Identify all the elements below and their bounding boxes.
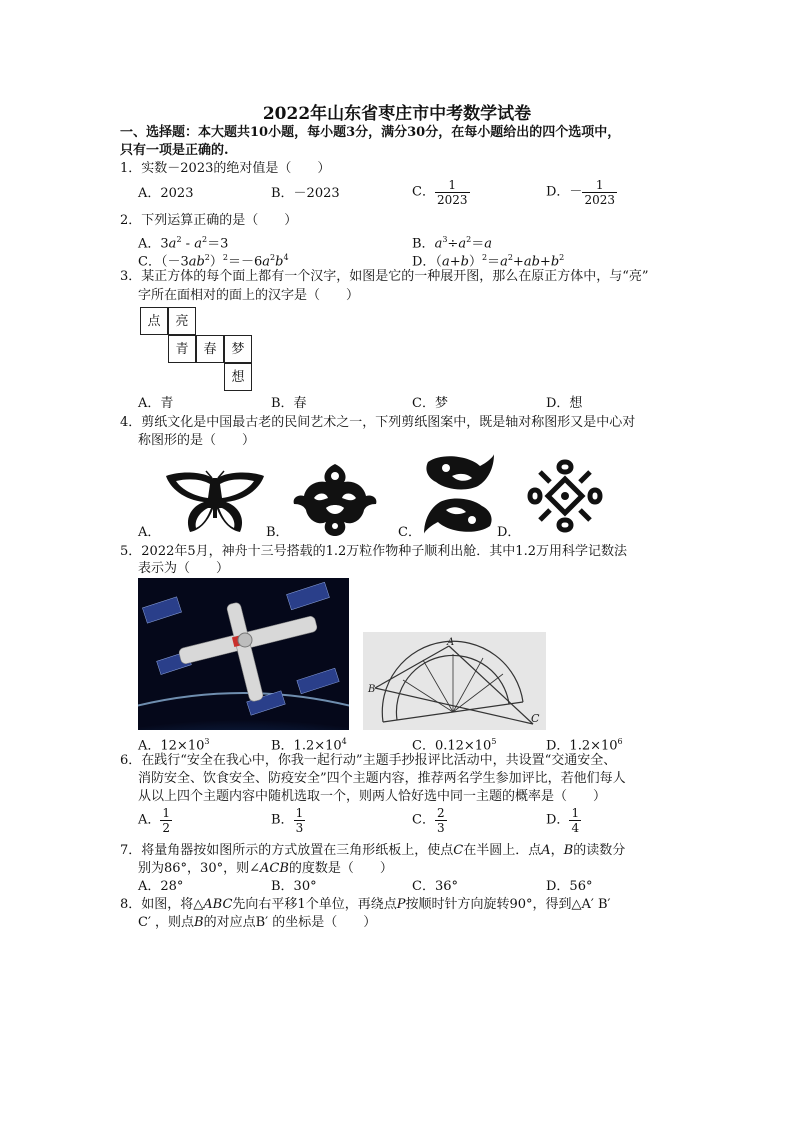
protractor-drawing	[363, 632, 546, 730]
q7-stem-line2: 别为86°，30°，则∠ACB的度数是（ ）	[138, 861, 393, 876]
section-heading-line1: 一、选择题：本大题共10小题，每小题3分，满分30分，在每小题给出的四个选项中，	[120, 125, 621, 140]
q5-option-c: C．$0.12\times 10^5$	[412, 737, 497, 754]
q8-stem-line2: C′ ，则点B的对应点B′ 的坐标是（ ）	[138, 915, 377, 930]
q4-option-d: D．	[497, 525, 521, 540]
net-cell-4: 春	[196, 335, 224, 363]
q2-option-c: C．$(-3ab^2)^2=-6a^2b^4$	[138, 253, 289, 270]
q1-d-numerator: 1	[582, 178, 617, 193]
q1-option-a: A．2023	[138, 186, 194, 201]
q5-option-b: B．$1.2\times 10^4$	[271, 737, 347, 754]
q5-stem-line2: 表示为（ ）	[138, 561, 230, 576]
q1-d-denominator: 2023	[584, 193, 615, 207]
q2-stem: 2．下列运算正确的是（ ）	[120, 213, 298, 228]
q3-stem-line1: 3．某正方体的每个面上都有一个汉字，如图是它的一种展开图，那么在原正方体中，与“亮”	[120, 269, 649, 284]
net-cell-5: 梦	[224, 335, 252, 363]
net-cell-1: 点	[140, 307, 168, 335]
q6-option-d: D． $\frac{1}{4}$	[546, 806, 580, 835]
q2-option-a: A．$3a^2 - a^2=3$	[138, 235, 229, 252]
q1-c-denominator: 2023	[436, 193, 468, 207]
q4-stem-line1: 4．剪纸文化是中国最古老的民间艺术之一，下列剪纸图案中，既是轴对称图形又是中心对	[120, 415, 636, 430]
page-title: 2022年山东省枣庄市中考数学试卷	[262, 104, 532, 124]
q1-stem: 1．实数－2023的绝对值是（ ）	[120, 161, 331, 176]
protractor-label-b: B	[368, 684, 376, 695]
q1-option-d: D．－ $\frac{1}{2023}$	[546, 178, 615, 207]
q7-option-b: B．30°	[271, 879, 317, 894]
q6-stem-line3: 从以上四个主题内容中随机选取一个，则两人恰好选中同一主题的概率是（ ）	[138, 789, 607, 804]
q5-option-d: D．$1.2\times 10^6$	[546, 737, 623, 754]
q8-stem-line1: 8．如图，将△ABC先向右平移1个单位，再绕点P按顺时针方向旋转90°，得到△A′ B′	[120, 897, 611, 912]
q1-option-b: B．－2023	[271, 186, 340, 201]
knot-papercut-image	[524, 456, 606, 536]
q6-option-b: B． $\frac{1}{3}$	[271, 806, 304, 835]
net-cell-3: 青	[168, 335, 196, 363]
q6-option-a: A． $\frac{1}{2}$	[138, 806, 171, 835]
space-station-drawing	[138, 578, 349, 730]
q7-stem-line1: 7．将量角器按如图所示的方式放置在三角形纸板上，使点C在半圆上．点A，B的读数分	[120, 843, 626, 858]
protractor-figure-image	[363, 632, 546, 730]
butterfly-papercut-image	[162, 470, 268, 536]
net-cell-2: 亮	[168, 307, 196, 335]
q3-stem-line2: 字所在面相对的面上的汉字是（ ）	[138, 288, 360, 303]
q5-option-a: A．$12\times 10^3$	[138, 737, 210, 754]
protractor-label-a: A	[447, 637, 455, 648]
q6-option-c: C． $\frac{2}{3}$	[412, 806, 445, 835]
q6-stem-line1: 6．在践行“安全在我心中，你我一起行动”主题手抄报评比活动中，共设置“交通安全、	[120, 753, 617, 768]
q4-option-c: C．	[398, 525, 421, 540]
space-station-image	[138, 578, 349, 730]
q4-stem-line2: 称图形的是（ ）	[138, 433, 256, 448]
q3-option-b: B．春	[271, 396, 307, 411]
q3-option-a: A．青	[138, 396, 174, 411]
floral-papercut-image	[292, 462, 378, 538]
q5-stem-line1: 5．2022年5月，神舟十三号搭载的1.2万粒作物种子顺利出舱．其中1.2万用科学记数法	[120, 544, 627, 559]
q4-option-a: A．	[138, 525, 161, 540]
q7-option-a: A．28°	[138, 879, 184, 894]
q1-option-c: C． $\frac{1}{2023}$	[412, 178, 468, 207]
fish-papercut-image	[422, 452, 496, 536]
q1-c-numerator: 1	[435, 178, 470, 193]
protractor-label-c: C	[531, 712, 540, 725]
q6-stem-line2: 消防安全、饮食安全、防疫安全”四个主题内容，推荐两名学生参加评比，若他们每人	[138, 771, 626, 786]
q7-option-d: D．56°	[546, 879, 593, 894]
section-heading-line2: 只有一项是正确的.	[120, 143, 229, 158]
q2-option-b: B．$a^3\div a^2=a$	[412, 235, 492, 252]
q3-option-d: D．想	[546, 396, 583, 411]
q3-option-c: C．梦	[412, 396, 448, 411]
q2-option-d: D．$(a+b)^2=a^2+ab+b^2$	[412, 253, 565, 270]
q7-option-c: C．36°	[412, 879, 458, 894]
q4-option-b: B．	[266, 525, 289, 540]
net-cell-6: 想	[224, 363, 252, 391]
